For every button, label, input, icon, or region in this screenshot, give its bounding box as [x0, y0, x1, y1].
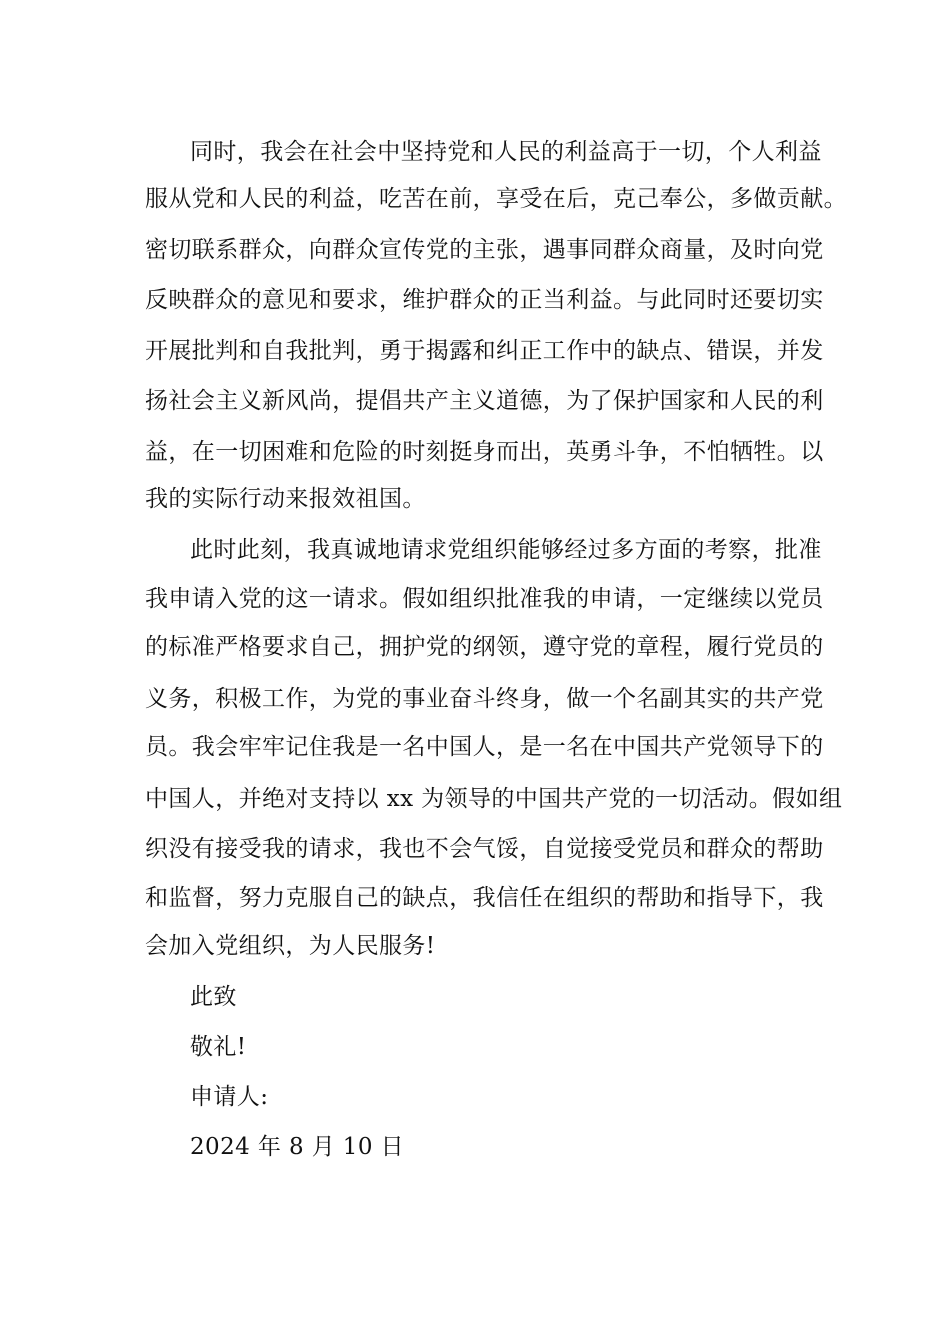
paragraph-2-line-5: 员。我会牢牢记住我是一名中国人，是一名在中国共产党领导下的	[145, 734, 824, 760]
paragraph-1-line-5: 开展批判和自我批判，勇于揭露和纠正工作中的缺点、错误，并发	[145, 338, 824, 364]
paragraph-1-line-3: 密切联系群众，向群众宣传党的主张，遇事同群众商量，及时向党	[145, 237, 824, 263]
closing-text: 此致	[190, 984, 237, 1010]
paragraph-1-line-2: 服从党和人民的利益，吃苦在前，享受在后，克己奉公，多做贡献。	[145, 186, 847, 212]
paragraph-2-line-8: 和监督，努力克服自己的缺点，我信任在组织的帮助和指导下，我	[145, 885, 824, 911]
paragraph-1-line-4: 反映群众的意见和要求，维护群众的正当利益。与此同时还要切实	[145, 287, 824, 313]
applicant-label: 申请人:	[190, 1084, 269, 1110]
paragraph-2-line-9: 会加入党组织，为人民服务!	[145, 933, 436, 959]
paragraph-2-line-4: 义务，积极工作，为党的事业奋斗终身，做一个名副其实的共产党	[145, 686, 824, 712]
paragraph-2-line-6: 中国人，并绝对支持以 xx 为领导的中国共产党的一切活动。假如组	[145, 786, 843, 812]
paragraph-2-line-2: 我申请入党的这一请求。假如组织批准我的申请，一定继续以党员	[145, 586, 824, 612]
paragraph-2-line-3: 的标准严格要求自己，拥护党的纲领，遵守党的章程，履行党员的	[145, 634, 824, 660]
paragraph-1-line-7: 益，在一切困难和危险的时刻挺身而出，英勇斗争，不怕牺牲。以	[145, 439, 824, 465]
salute-text: 敬礼!	[190, 1034, 247, 1060]
paragraph-1-line-8: 我的实际行动来报效祖国。	[145, 486, 426, 512]
paragraph-2-line-7: 织没有接受我的请求，我也不会气馁，自觉接受党员和群众的帮助	[145, 836, 824, 862]
paragraph-1-line-1: 同时，我会在社会中坚持党和人民的利益高于一切，个人利益	[190, 139, 822, 165]
paragraph-2-line-1: 此时此刻，我真诚地请求党组织能够经过多方面的考察，批准	[190, 537, 822, 563]
date-text: 2024 年 8 月 10 日	[190, 1134, 404, 1160]
paragraph-1-line-6: 扬社会主义新风尚，提倡共产主义道德，为了保护国家和人民的利	[145, 388, 824, 414]
